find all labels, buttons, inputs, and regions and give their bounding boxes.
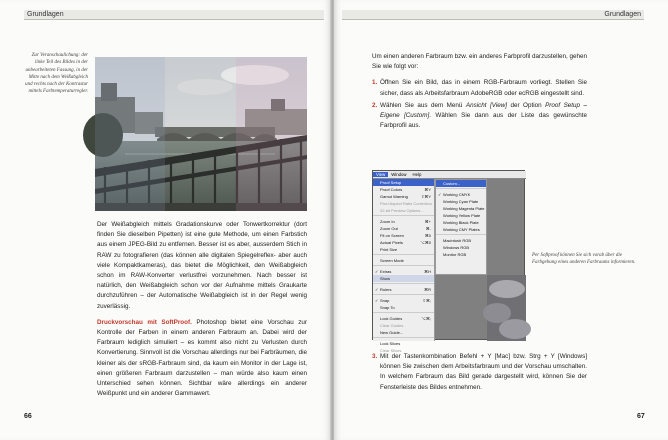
menu-item[interactable] (436, 198, 486, 205)
menu-item (373, 200, 434, 207)
menu-item-label: Print Size (380, 247, 398, 252)
step-item (372, 352, 587, 393)
menu-item-label: Extras (380, 269, 392, 274)
menu-item-label: Lock Slices (380, 341, 401, 346)
menu-item[interactable] (436, 237, 486, 244)
menu-item (373, 207, 434, 214)
step-number: 1. (372, 79, 378, 87)
menu-screenshot (372, 170, 525, 353)
menu-item-label: Screen Mode (380, 258, 404, 263)
menu-shortcut: ⌘R (424, 287, 431, 292)
menu-item-label: 32-bit Preview Options... (380, 208, 424, 213)
menu-item-label: Proof Setup (380, 180, 402, 185)
menu-item-label: Fit on Screen (380, 233, 404, 238)
menu-item[interactable] (373, 329, 434, 336)
menubar-help[interactable]: Help (412, 172, 422, 177)
menu-item-label: Custom... (443, 181, 461, 186)
step-text: Öffnen Sie ein Bild, das in einem RGB-Farbraum vorliegt. Stellen Sie sicher, dass als Arbeitsfarbraum AdobeRGB oder ecRGB eingestellt sind. (380, 79, 587, 97)
menu-item-label: Snap To (380, 305, 395, 310)
photo-caption: Zur Veranschaulichung: der linke Teil des Bildes in der unbearbeiteten Fassung, in der Mitte nach dem Weißabgleich und rechts nach der Kontrastur mittels Farbtemperaturregler. (25, 53, 88, 95)
menu-shortcut: ⌘Y (424, 187, 431, 192)
menu-shortcut: ⌘- (425, 226, 431, 231)
menu-item[interactable] (436, 205, 486, 212)
menu-item[interactable] (373, 340, 434, 347)
menu-item[interactable] (436, 251, 486, 258)
menu-item-label: Working CMY Plates (443, 227, 480, 232)
menu-item-label: Gamut Warning (380, 194, 408, 199)
right-body-text (372, 52, 587, 133)
menu-shortcut: ⌘0 (424, 233, 431, 238)
menu-item-label: Zoom In (380, 219, 395, 224)
intro-paragraph: Um einen anderen Farbraum bzw. ein anderes Farbprofil darzustellen, gehen Sie wie folgt vor: (372, 53, 587, 71)
menu-item[interactable] (436, 212, 486, 219)
screenshot-caption: Per Softproof können Sie sich vorab über die Farbgebung eines anderen Farbraums informieren. (532, 253, 636, 266)
menu-item-label: Working Yellow Plate (443, 213, 481, 218)
menu-shortcut: ⌘+ (424, 219, 431, 224)
menu-item-label: Lock Guides (380, 316, 403, 321)
page-number: 67 (637, 413, 645, 420)
menu-item-label: Working CMYK (443, 192, 471, 197)
right-body-text-bottom (372, 352, 587, 395)
menu-item[interactable] (373, 232, 434, 239)
step-text: der Option (507, 101, 546, 109)
menu-item[interactable] (436, 219, 486, 226)
page-number: 66 (24, 413, 32, 420)
step-text: Mit der Tastenkombination Befehl + Y [Mac] bzw. Strg + Y [Windows] können Sie zwischen dem Arbeitsfarbraum und der Vorschau umschalten. In welchem Farbraum das Bild gerade dargestellt wird, können Sie der Fensterleiste des Bildes entnehmen. (380, 353, 587, 391)
menu-item-label: New Guide... (380, 330, 404, 335)
check-icon: ✓ (375, 269, 379, 274)
menu-item[interactable] (373, 257, 434, 264)
menu-shortcut: ⌥⌘0 (420, 240, 431, 245)
menu-item-label: Working Black Plate (443, 220, 479, 225)
paragraph: Der Weißabgleich mittels Gradationskurve oder Tonwertkorrektur (dort finden Sie dieselben Pipetten) ist eine gute Methode, um einen Farbstich aus einem JPEG-Bild zu entfernen. Besser ist es aber, ausserdem Stich in RAW zu fotografieren (das können alle digitalen Spiegelreflex- aber auch viele Kompaktkameras), das bietet die Möglichkeit, den Weißabgleich schon im RAW-Konverter verlustfrei vorzunehmen. Nach besser ist natürlich, den Weißabgleich schon vor der Aufnahme mittels Graukarte durchzuführen – der Automatische Weißabgleich ist in der Regel wenig zuverlässig. (97, 221, 307, 310)
menu-item-label: Windows RGB (443, 245, 470, 250)
check-icon: ✓ (375, 298, 379, 303)
menubar-window[interactable]: Window (391, 172, 407, 177)
running-head: Grundlagen (342, 10, 644, 20)
running-head: Grundlagen (24, 10, 324, 20)
bridge-photo (95, 57, 307, 211)
menu-item-label: Actual Pixels (380, 240, 403, 245)
menu-item-label: Rulers (380, 287, 392, 292)
menu-item[interactable] (373, 315, 434, 322)
menu-item[interactable] (436, 244, 486, 251)
right-page (334, 0, 668, 440)
menu-shortcut: ⌘H (424, 269, 431, 274)
menu-item-label: Clear Guides (380, 323, 404, 328)
menu-item-label: Proof Colors (380, 187, 403, 192)
check-icon: ✓ (375, 287, 379, 292)
menu-reference: Ansicht [View] (465, 101, 508, 109)
left-page (0, 0, 331, 440)
step-item (372, 101, 587, 132)
preview-image (487, 275, 526, 341)
menu-item-label: Clear Slices (380, 348, 402, 353)
menu-item[interactable] (373, 218, 434, 225)
menu-item[interactable] (436, 191, 486, 198)
menu-item[interactable] (373, 304, 434, 311)
menu-shortcut: ⌥⌘; (421, 316, 431, 321)
step-number: 3. (372, 353, 378, 360)
menu-item[interactable] (436, 226, 486, 233)
menu-item-label: Working Cyan Plate (443, 199, 479, 204)
menu-item[interactable] (436, 180, 486, 187)
step-number: 2. (372, 101, 378, 109)
menubar (373, 171, 526, 179)
menu-item-label: Zoom Out (380, 226, 398, 231)
check-icon: ✓ (438, 192, 442, 197)
menu-item-label: Pixel Aspect Ratio Correction (380, 201, 432, 206)
step-text: . Wählen Sie dann aus der Liste das gewünschte Farbprofil aus. (380, 112, 587, 130)
view-menu (373, 179, 435, 353)
menu-item[interactable] (373, 186, 434, 193)
menu-item (373, 322, 434, 329)
step-text: Wählen Sie aus dem Menü (380, 101, 466, 109)
step-list (372, 352, 587, 393)
paragraph (97, 318, 307, 400)
menu-item[interactable] (373, 193, 434, 200)
menu-item[interactable] (373, 239, 434, 246)
step-item (372, 78, 587, 98)
menu-item[interactable] (373, 246, 434, 253)
inline-heading: Druckvorschau mit SoftProof. (97, 318, 192, 326)
menu-item[interactable] (373, 286, 434, 293)
menu-item-label: Snap (380, 298, 390, 303)
menu-item[interactable] (373, 225, 434, 232)
step-list (372, 78, 587, 131)
menu-shortcut: ⇧⌘Y (420, 194, 431, 199)
menu-item[interactable] (373, 268, 434, 275)
menu-item[interactable] (373, 297, 434, 304)
menu-shortcut: ⇧⌘; (422, 298, 431, 303)
menu-reference: Proof Setup – Eigene [Custom] (380, 101, 587, 120)
menu-item-label: Working Magenta Plate (443, 206, 485, 211)
menu-item[interactable] (373, 179, 434, 186)
menu-item-label: Monitor RGB (443, 252, 467, 257)
paragraph-text: Photoshop bietet eine Vorschau zur Kontrolle der Farben in einem anderen Farbraum an. Dabei wird der Farbraum lediglich simuliert – es kommt also nicht zu Verlusten durch Konvertierung. Sinnvoll ist die Vorschau allerdings nur bei Farbräumen, die kleiner als der sRGB-Farbraum sind, da kaum ein Monitor in der Lage ist, einen größeren Farbraum darzustellen – man würde also kaum einen Unterschied sehen können. Sichtbar wäre allerdings ein anderer Weißpunkt und ein anderer Gammawert. (97, 318, 307, 398)
menu-item-label: Macintosh RGB (443, 238, 472, 243)
proof-setup-submenu (435, 179, 487, 275)
left-body-text (97, 220, 307, 405)
menubar-view[interactable]: View (373, 172, 388, 177)
menu-item-label: Show (380, 276, 391, 281)
menu-item[interactable] (373, 275, 434, 282)
